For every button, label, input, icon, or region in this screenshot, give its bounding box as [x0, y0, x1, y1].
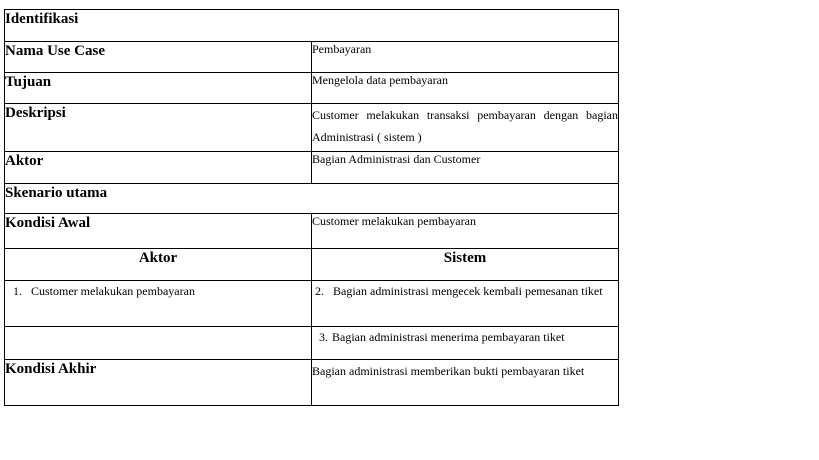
identifikasi-heading: Identifikasi: [5, 10, 619, 42]
deskripsi-label: Deskripsi: [5, 104, 312, 152]
row-step-1-2: [5, 281, 619, 327]
tujuan-value: Mengelola data pembayaran: [312, 73, 619, 104]
row-step-3: [5, 327, 619, 360]
skenario-heading: Skenario utama: [5, 184, 619, 214]
column-header-sistem: Sistem: [312, 249, 619, 281]
aktor-value: Bagian Administrasi dan Customer: [312, 152, 619, 184]
row-deskripsi: [5, 104, 619, 152]
row-kondisi-awal: [5, 214, 619, 249]
row-tujuan: [5, 73, 619, 104]
step-3-cell: [312, 327, 619, 360]
row-aktor: [5, 152, 619, 184]
step-3: [312, 327, 618, 345]
step-2: [312, 281, 618, 299]
step-1: [5, 281, 311, 299]
column-header-aktor: Aktor: [5, 249, 312, 281]
nama-use-case-label: Nama Use Case: [5, 42, 312, 73]
step-3-number: 3.: [319, 330, 328, 344]
step-1-cell: [5, 281, 312, 327]
step-1-text: Customer melakukan pembayaran: [31, 284, 195, 298]
row-skenario: [5, 184, 619, 214]
tujuan-label: Tujuan: [5, 73, 312, 104]
step-1-number: 1.: [13, 284, 22, 298]
step-2-number: 2.: [315, 284, 324, 298]
row-nama-use-case: [5, 42, 619, 73]
nama-use-case-value: Pembayaran: [312, 42, 619, 73]
use-case-table: [4, 9, 619, 406]
kondisi-awal-value: Customer melakukan pembayaran: [312, 214, 619, 249]
kondisi-akhir-label: Kondisi Akhir: [5, 360, 312, 406]
step-3-text: Bagian administrasi menerima pembayaran tiket: [332, 330, 565, 344]
row-kondisi-akhir: [5, 360, 619, 406]
step-2-cell: [312, 281, 619, 327]
kondisi-akhir-value: Bagian administrasi memberikan bukti pembayaran tiket: [312, 360, 619, 406]
step-3-empty-cell: [5, 327, 312, 360]
deskripsi-value: Customer melakukan transaksi pembayaran dengan bagian Administrasi ( sistem ): [312, 104, 619, 152]
row-identifikasi: [5, 10, 619, 42]
step-2-text: Bagian administrasi mengecek kembali pemesanan tiket: [333, 284, 603, 298]
aktor-label: Aktor: [5, 152, 312, 184]
kondisi-awal-label: Kondisi Awal: [5, 214, 312, 249]
row-column-headers: [5, 249, 619, 281]
